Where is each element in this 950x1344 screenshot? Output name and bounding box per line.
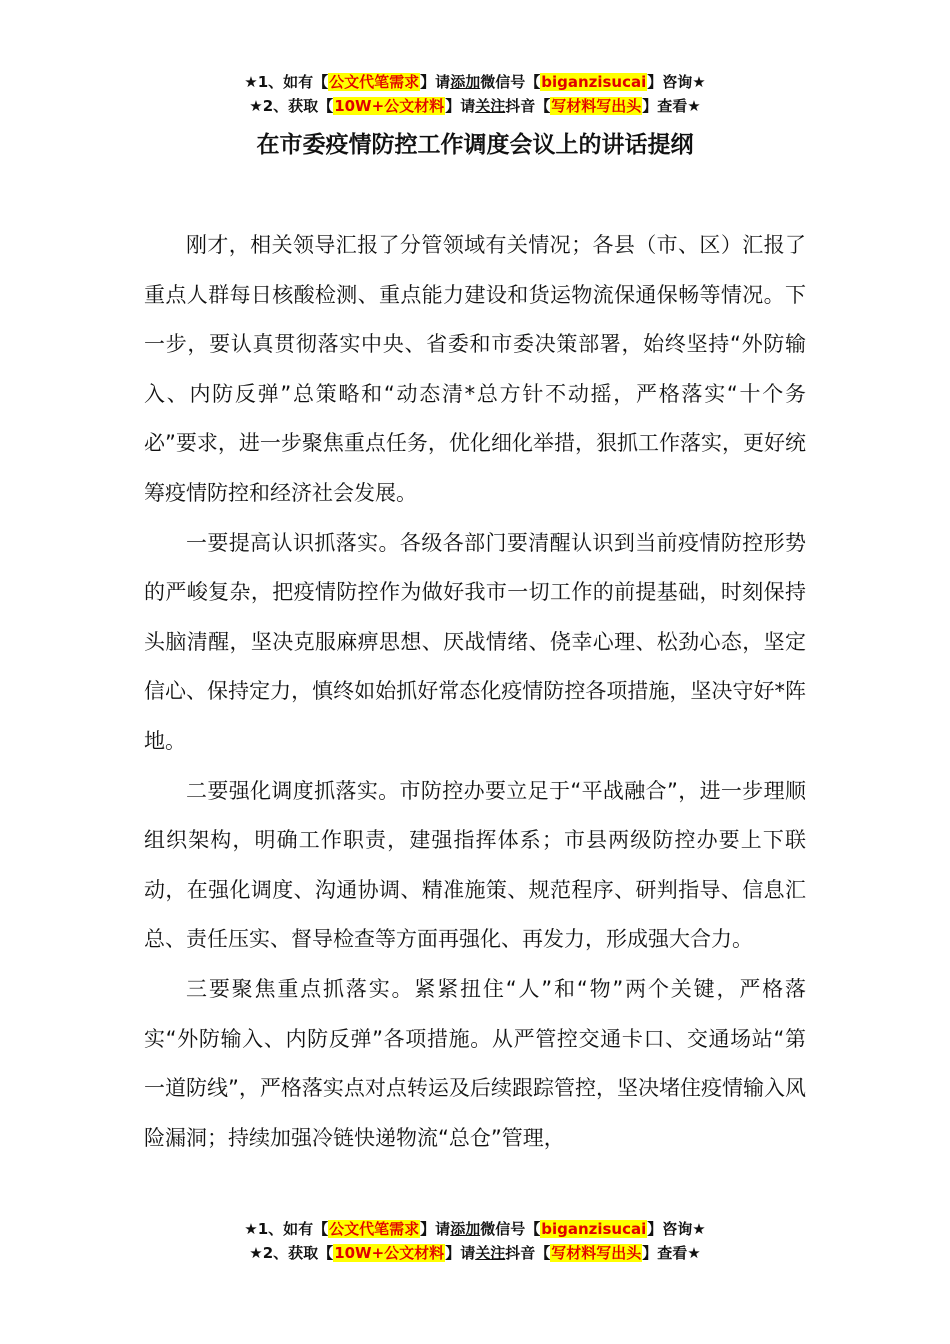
promo-highlight: 10W+公文材料 [334, 1244, 445, 1262]
promo-banner-top [0, 70, 950, 118]
promo-text: ★1、如有【 [244, 1220, 329, 1238]
promo-highlight: biganzisucai [541, 1220, 647, 1238]
promo-line-1 [0, 70, 950, 94]
promo-text: 抖音【 [505, 97, 551, 115]
document-title: 在市委疫情防控工作调度会议上的讲话提纲 [256, 132, 694, 158]
promo-highlight: 写材料写出头 [551, 97, 642, 115]
paragraph-intro: 刚才，相关领导汇报了分管领域有关情况；各县（市、区）汇报了重点人群每日核酸检测、重点能力建设和货运物流保通保畅等情况。下一步，要认真贯彻落实中央、省委和市委决策部署，始终坚持“外防输入、内防反弹”总策略和“动态清*总方针不动摇，严格落实“十个务必”要求，进一步聚焦重点任务，优化细化举措，狠抓工作落实，更好统筹疫情防控和经济社会发展。 [144, 233, 806, 505]
promo-text: 微信号【 [480, 1220, 541, 1238]
promo-text: 】请 [445, 1244, 476, 1262]
promo-text: 】请 [420, 1220, 451, 1238]
promo-text: 】咨询★ [647, 1220, 706, 1238]
promo-text: 】查看★ [642, 1244, 701, 1262]
promo-text: ★1、如有【 [244, 73, 329, 91]
promo-highlight: biganzisucai [541, 73, 647, 91]
promo-highlight: 公文代笔需求 [329, 73, 420, 91]
promo-text: 】查看★ [642, 97, 701, 115]
paragraph-point-3: 三要聚焦重点抓落实。紧紧扭住“人”和“物”两个关键，严格落实“外防输入、内防反弹”各项措施。从严管控交通卡口、交通场站“第一道防线”，严格落实点对点转运及后续跟踪管控，坚决堵住疫情输入风险漏洞；持续加强冷链快递物流“总仓”管理， [144, 976, 806, 1150]
promo-text: ★2、获取【 [249, 97, 334, 115]
promo-underline: 添加 [450, 1220, 481, 1238]
promo-text: 】请 [420, 73, 451, 91]
promo-text: 微信号【 [480, 73, 541, 91]
paragraph-point-1: 一要提高认识抓落实。各级各部门要清醒认识到当前疫情防控形势的严峻复杂，把疫情防控作为做好我市一切工作的前提基础，时刻保持头脑清醒，坚决克服麻痹思想、厌战情绪、侥幸心理、松劲心态，坚定信心、保持定力，慎终如始抓好常态化疫情防控各项措施，坚决守好*阵地。 [144, 530, 806, 753]
promo-underline: 关注 [475, 1244, 506, 1262]
promo-line-1 [0, 1217, 950, 1241]
promo-text: 抖音【 [505, 1244, 551, 1262]
paragraph-point-2: 二要强化调度抓落实。市防控办要立足于“平战融合”，进一步理顺组织架构，明确工作职责，建强指挥体系；市县两级防控办要上下联动，在强化调度、沟通协调、精准施策、规范程序、研判指导、信息汇总、责任压实、督导检查等方面再强化、再发力，形成强大合力。 [144, 778, 806, 952]
promo-highlight: 10W+公文材料 [334, 97, 445, 115]
promo-line-2 [0, 94, 950, 118]
promo-text: ★2、获取【 [249, 1244, 334, 1262]
promo-line-2 [0, 1241, 950, 1265]
promo-underline: 关注 [475, 97, 506, 115]
promo-highlight: 公文代笔需求 [329, 1220, 420, 1238]
promo-underline: 添加 [450, 73, 481, 91]
promo-highlight: 写材料写出头 [551, 1244, 642, 1262]
promo-banner-bottom [0, 1217, 950, 1265]
document-body [144, 221, 806, 1163]
promo-text: 】请 [445, 97, 476, 115]
promo-text: 】咨询★ [647, 73, 706, 91]
